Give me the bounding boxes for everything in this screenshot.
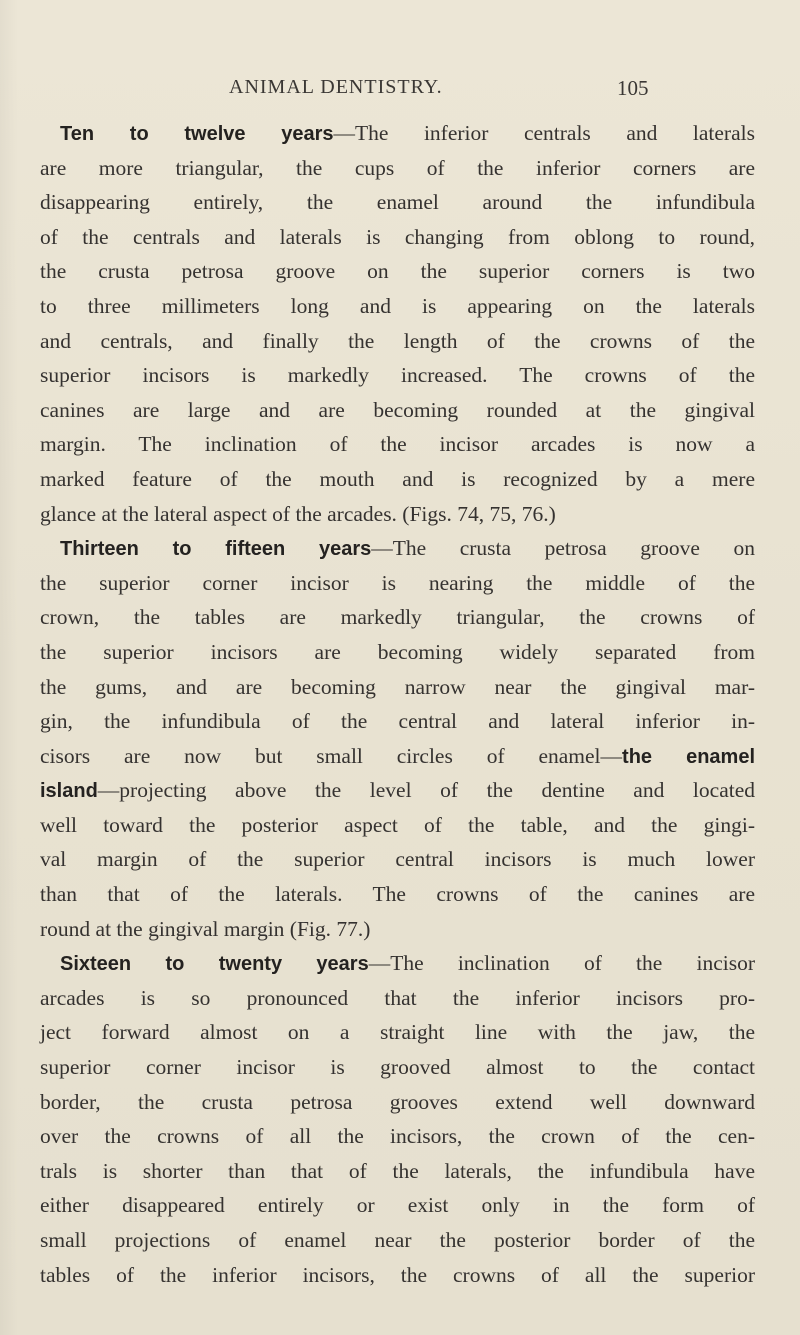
text-line: Sixteen to twenty years—The inclination of the incisor — [60, 951, 755, 976]
text-line: over the crowns of all the incisors, the crown of the cen- — [40, 1124, 755, 1149]
text-line: gin, the infundibula of the central and lateral inferior in- — [40, 709, 755, 734]
page-header — [0, 76, 800, 106]
text-line: canines are large and are becoming rounded at the gingival — [40, 397, 755, 422]
text-line: the superior incisors are becoming widely separated from — [40, 639, 755, 664]
text-line: round at the gingival margin (Fig. 77.) — [40, 916, 371, 941]
body-text — [40, 116, 755, 1292]
text-line: island—projecting above the level of the dentine and located — [40, 778, 755, 803]
page-number: 105 — [617, 76, 649, 100]
text-line: to three millimeters long and is appearing on the laterals — [40, 293, 755, 318]
text-line: marked feature of the mouth and is recognized by a mere — [40, 466, 755, 491]
text-line: superior incisors is markedly increased. The crowns of the — [40, 363, 755, 388]
text-line: tables of the inferior incisors, the crowns of all the superior — [40, 1262, 755, 1287]
section-heading: Ten to twelve years — [60, 123, 334, 145]
running-head: ANIMAL DENTISTRY. — [229, 76, 443, 98]
text-line: val margin of the superior central incisors is much lower — [40, 847, 755, 872]
text-line: cisors are now but small circles of enamel—the enamel — [40, 743, 756, 768]
text-line: the gums, and are becoming narrow near the gingival mar- — [40, 674, 755, 699]
emphasis-term: island — [40, 780, 98, 803]
text-line: margin. The inclination of the incisor arcades is now a — [40, 432, 755, 457]
text-line: the superior corner incisor is nearing the middle of the — [40, 570, 755, 595]
text-line: Ten to twelve years—The inferior centrals and laterals — [60, 121, 755, 145]
text-line: superior corner incisor is grooved almost to the contact — [40, 1055, 755, 1080]
text-line: Thirteen to fifteen years—The crusta petrosa groove on — [60, 536, 755, 561]
section-heading: Thirteen to fifteen years — [60, 538, 372, 561]
text-line: glance at the lateral aspect of the arcades. (Figs. 74, 75, 76.) — [40, 501, 556, 526]
section-heading: Sixteen to twenty years — [60, 953, 369, 976]
text-line: either disappeared entirely or exist only in the form of — [40, 1193, 755, 1218]
text-line: arcades is so pronounced that the inferior incisors pro- — [40, 985, 755, 1010]
text-line: are more triangular, the cups of the inferior corners are — [40, 155, 755, 180]
text-line: ject forward almost on a straight line with the jaw, the — [40, 1020, 755, 1045]
text-line: and centrals, and finally the length of the crowns of the — [40, 328, 755, 353]
text-line: well toward the posterior aspect of the table, and the gingi- — [40, 812, 755, 837]
text-line: the crusta petrosa groove on the superior corners is two — [40, 259, 755, 284]
text-line: of the centrals and laterals is changing from oblong to round, — [40, 224, 755, 249]
text-line: small projections of enamel near the posterior border of the — [40, 1228, 755, 1252]
text-line: crown, the tables are markedly triangular, the crowns of — [40, 605, 755, 630]
text-line: disappearing entirely, the enamel around the infundibula — [40, 190, 755, 215]
text-line: than that of the laterals. The crowns of the canines are — [40, 882, 755, 907]
text-line: border, the crusta petrosa grooves extend well downward — [40, 1089, 755, 1114]
text-line: trals is shorter than that of the laterals, the infundibula have — [40, 1158, 755, 1183]
emphasis-term: the enamel — [622, 745, 756, 768]
